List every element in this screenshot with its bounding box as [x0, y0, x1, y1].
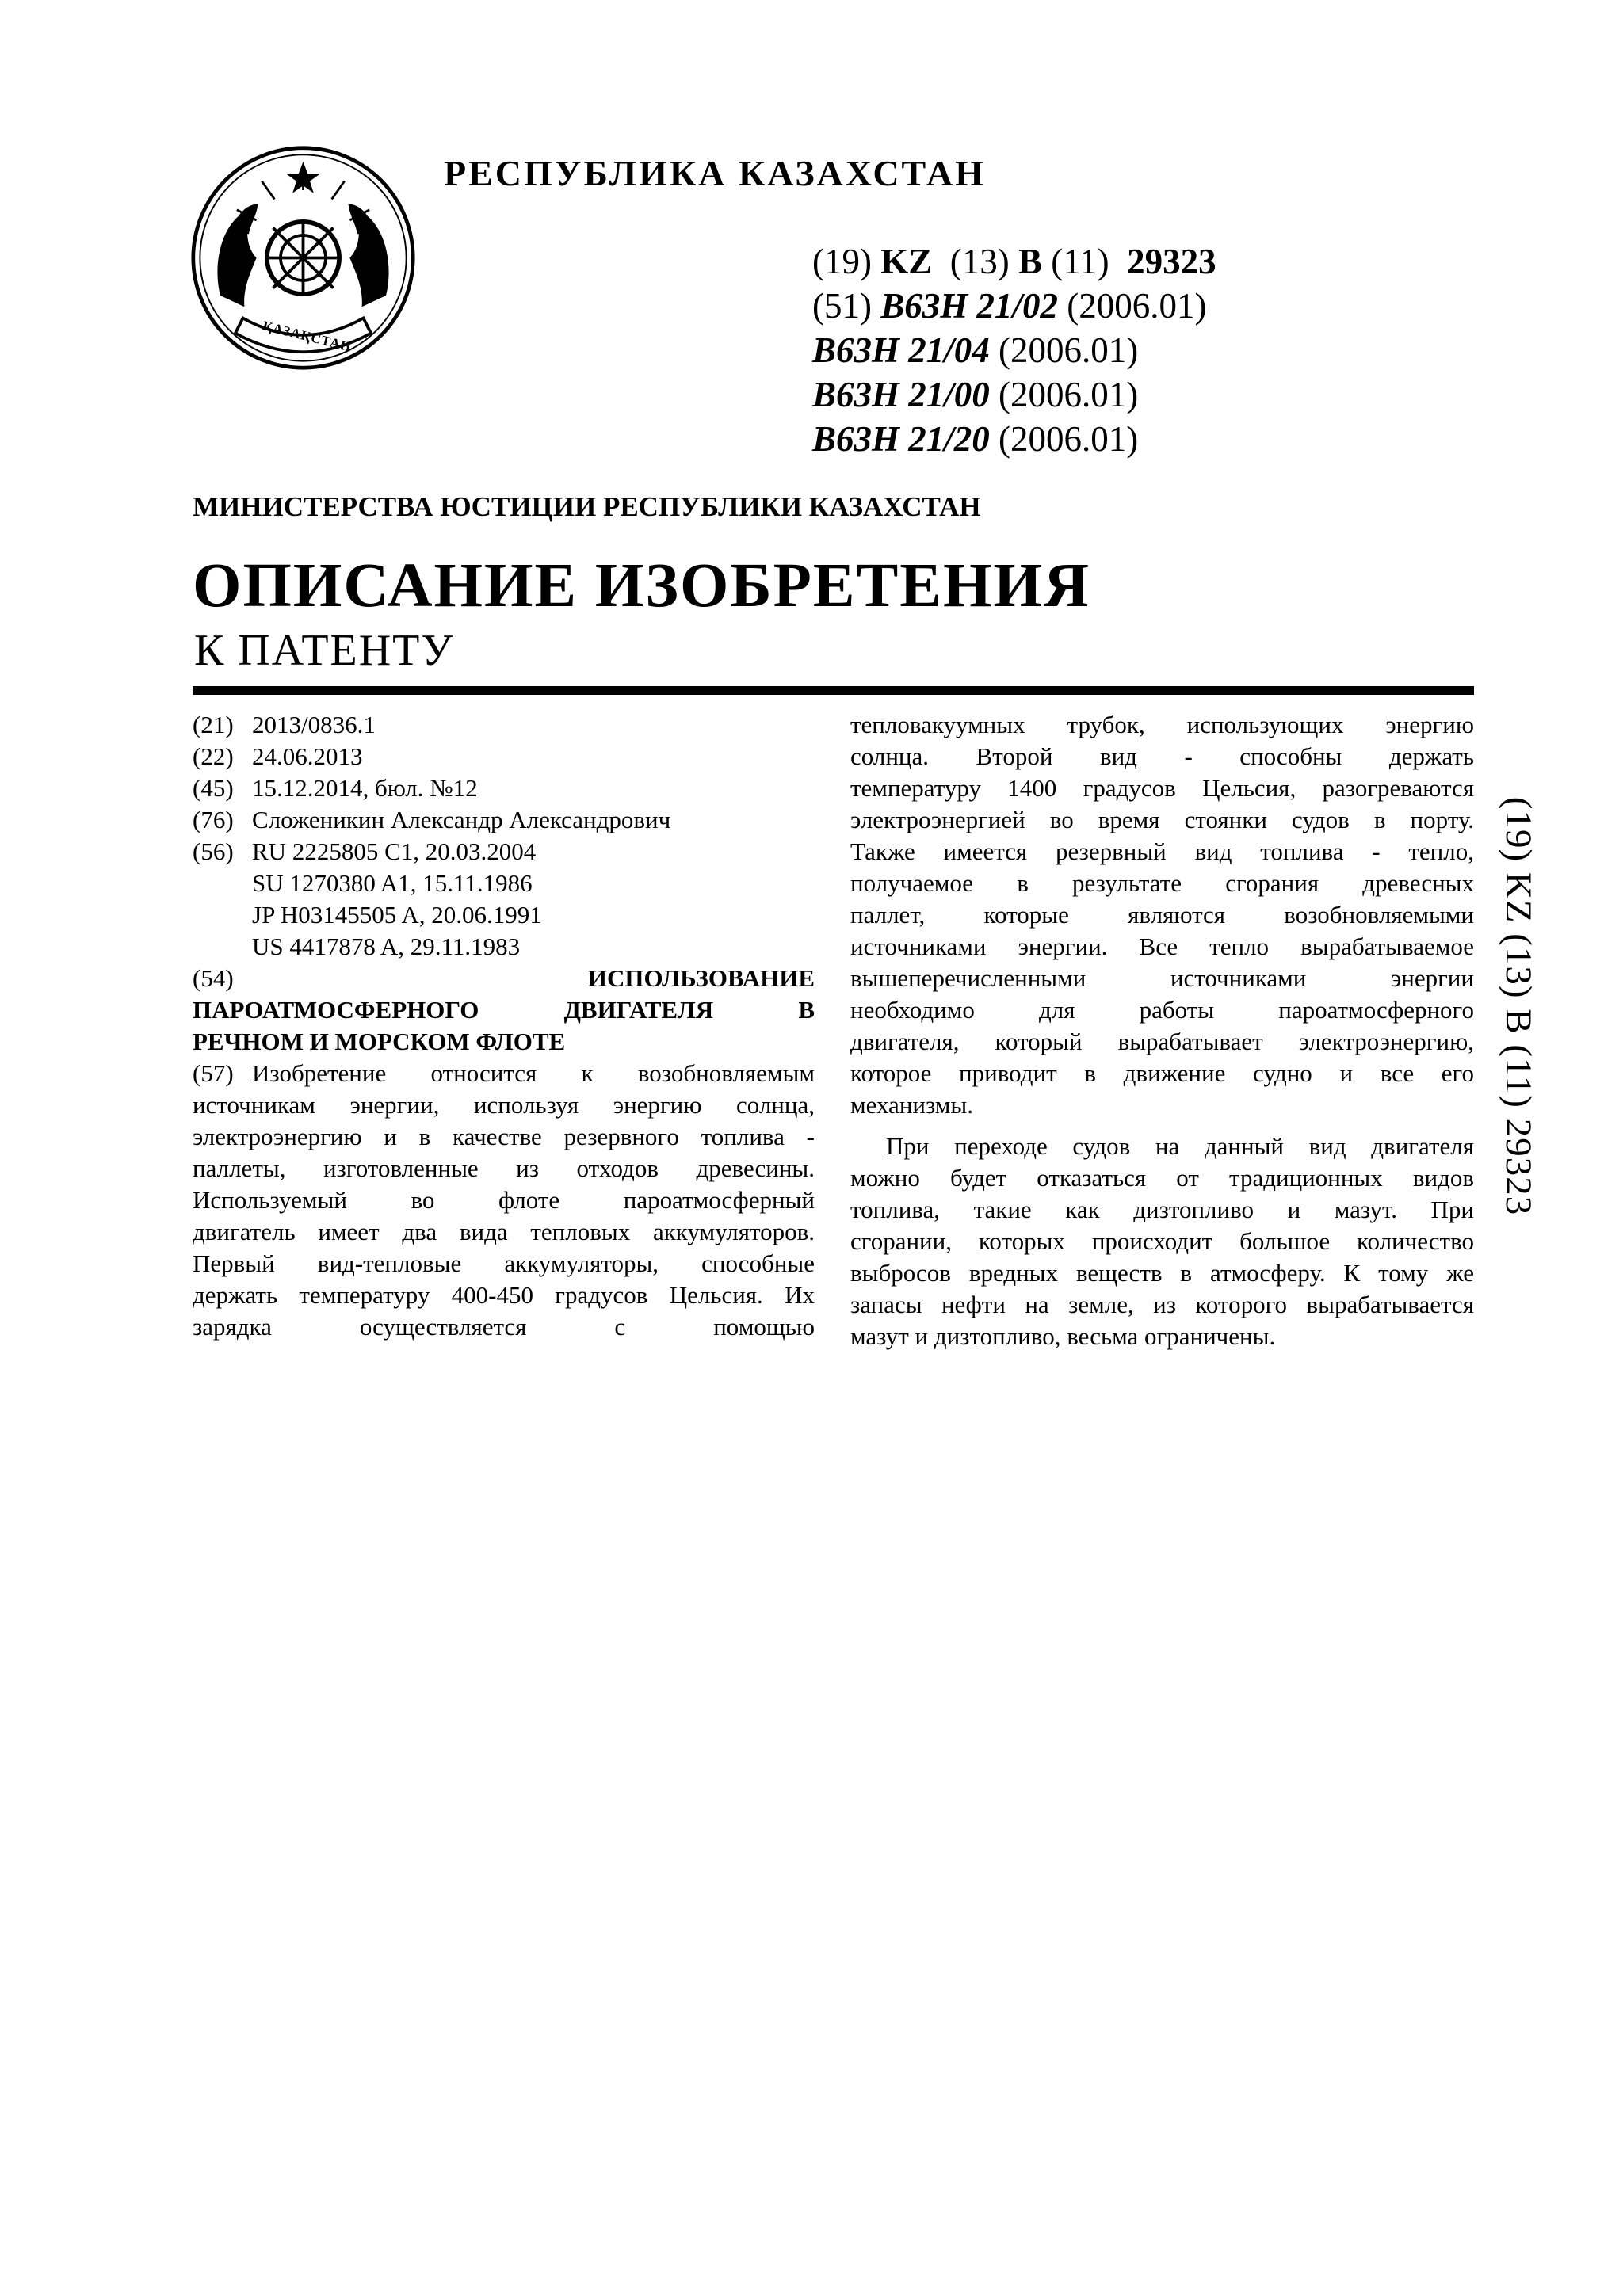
cited-reference: US 4417878 A, 29.11.1983 [252, 933, 521, 960]
body-line: вышеперечисленными источниками энергии [850, 964, 1474, 992]
abstract-line: Используемый во флоте пароатмосферный [193, 1186, 815, 1214]
left-column [193, 709, 815, 1343]
abstract-line: источникам энергии, используя энергию солнца, [193, 1091, 815, 1119]
body-line: источниками энергии. Все тепло вырабатываемое [850, 933, 1474, 960]
code-label: (21) [193, 711, 234, 738]
ipc-class: B63H 21/04 [812, 330, 990, 370]
emblem-banner-text: ҚАЗАҚСТАН [261, 318, 353, 355]
body-line: топлива, такие как дизтопливо и мазут. При [850, 1196, 1474, 1223]
side-patent-label [1479, 792, 1558, 1220]
ipc-row [812, 372, 1216, 417]
ministry-name: МИНИСТЕРСТВА ЮСТИЦИИ РЕСПУБЛИКИ КАЗАХСТАН [193, 491, 981, 522]
ipc-version: (2006.01) [999, 330, 1139, 370]
code-label: (57) [193, 1059, 234, 1087]
abstract-line: держать температуру 400-450 градусов Цельсия. Их [193, 1281, 815, 1309]
body-line: механизмы. [850, 1091, 973, 1119]
body-line: двигателя, который вырабатывает электроэнергию, [850, 1028, 1474, 1055]
ipc-version: (2006.01) [999, 419, 1139, 459]
body-line: тепловакуумных трубок, использующих энергию [850, 711, 1474, 738]
abstract-line: паллеты, изготовленные из отходов древесины. [193, 1154, 815, 1182]
ipc-version: (2006.01) [999, 375, 1139, 414]
code-label: (76) [193, 806, 234, 833]
abstract-line: электроэнергию и в качестве резервного топлива - [193, 1123, 815, 1150]
biblio-21 [193, 709, 815, 741]
body-line: электроэнергией во время стоянки судов в порту. [850, 806, 1474, 833]
body-line: При переходе судов на данный вид двигателя [886, 1132, 1474, 1160]
ipc-class: B63H 21/02 [880, 286, 1059, 326]
code-label: (22) [193, 742, 234, 770]
body-line: солнца. Второй вид - способны держать [850, 742, 1474, 770]
body-line: температуру 1400 градусов Цельсия, разогреваются [850, 774, 1474, 802]
ipc-class: B63H 21/00 [812, 375, 990, 414]
biblio-54 [193, 963, 815, 994]
body-line: мазут и дизтопливо, весьма ограничены. [850, 1322, 1276, 1350]
inventor-name: Сложеникин Александр Александрович [252, 806, 671, 833]
kind-code: B [1018, 242, 1043, 281]
abstract-line: зарядка осуществляется с помощью [193, 1313, 815, 1341]
code-label: (56) [193, 837, 234, 865]
biblio-56 [193, 836, 815, 868]
invention-title-line: РЕЧНОМ И МОРСКОМ ФЛОТЕ [193, 1028, 566, 1055]
abstract-line: двигатель имеет два вида тепловых аккумуляторов. [193, 1218, 815, 1245]
body-line: паллет, которые являются возобновляемыми [850, 901, 1474, 929]
country-name: РЕСПУБЛИКА КАЗАХСТАН [444, 153, 986, 193]
code-19-label: (19) [812, 242, 872, 281]
body-line: можно будет отказаться от традиционных видов [850, 1164, 1474, 1192]
biblio-57 [193, 1058, 815, 1089]
code-51-label: (51) [812, 286, 872, 326]
biblio-22 [193, 741, 815, 772]
document-subtitle: К ПАТЕНТУ [194, 626, 455, 675]
header-divider [193, 686, 1474, 695]
ipc-class: B63H 21/20 [812, 419, 990, 459]
ipc-version: (2006.01) [1067, 286, 1207, 326]
patent-number: 29323 [1127, 242, 1216, 281]
body-line: Также имеется резервный вид топлива - тепло, [850, 837, 1474, 865]
code-11-label: (11) [1051, 242, 1109, 281]
body-line: выбросов вредных веществ в атмосферу. К тому же [850, 1259, 1474, 1287]
ipc-row [812, 328, 1216, 372]
code-label: (45) [193, 774, 234, 802]
abstract-line: Изобретение относится к возобновляемым [252, 1059, 815, 1087]
invention-title-line: ИСПОЛЬЗОВАНИЕ [587, 964, 815, 992]
filing-date: 24.06.2013 [252, 742, 363, 770]
body-line: сгорании, которых происходит большое количество [850, 1227, 1474, 1255]
cited-reference: JP H03145505 A, 20.06.1991 [252, 901, 542, 929]
side-patent-label-text: (19) KZ (13) B (11) 29323 [1498, 796, 1539, 1216]
biblio-76 [193, 804, 815, 836]
right-column [850, 709, 1474, 1352]
application-number: 2013/0836.1 [252, 711, 376, 738]
cited-reference: RU 2225805 C1, 20.03.2004 [252, 837, 537, 865]
body-line: получаемое в результате сгорания древесных [850, 869, 1474, 897]
ipc-row [812, 284, 1216, 328]
code-13-label: (13) [949, 242, 1010, 281]
document-title: ОПИСАНИЕ ИЗОБРЕТЕНИЯ [193, 551, 1090, 620]
ipc-row [812, 417, 1216, 461]
biblio-45 [193, 772, 815, 804]
code-label: (54) [193, 964, 234, 992]
abstract-line: Первый вид-тепловые аккумуляторы, способные [193, 1249, 815, 1277]
body-line: необходимо для работы пароатмосферного [850, 996, 1474, 1024]
body-line: запасы нефти на земле, из которого вырабатывается [850, 1291, 1474, 1318]
country-code: KZ [880, 242, 933, 281]
publication-date: 15.12.2014, бюл. №12 [252, 774, 478, 802]
invention-title-line: ПАРОАТМОСФЕРНОГО ДВИГАТЕЛЯ В [193, 996, 815, 1024]
body-line: которое приводит в движение судно и все его [850, 1059, 1474, 1087]
cited-reference: SU 1270380 A1, 15.11.1986 [252, 869, 533, 897]
publication-codes-row [812, 239, 1216, 284]
patent-codes-block [812, 239, 1216, 461]
